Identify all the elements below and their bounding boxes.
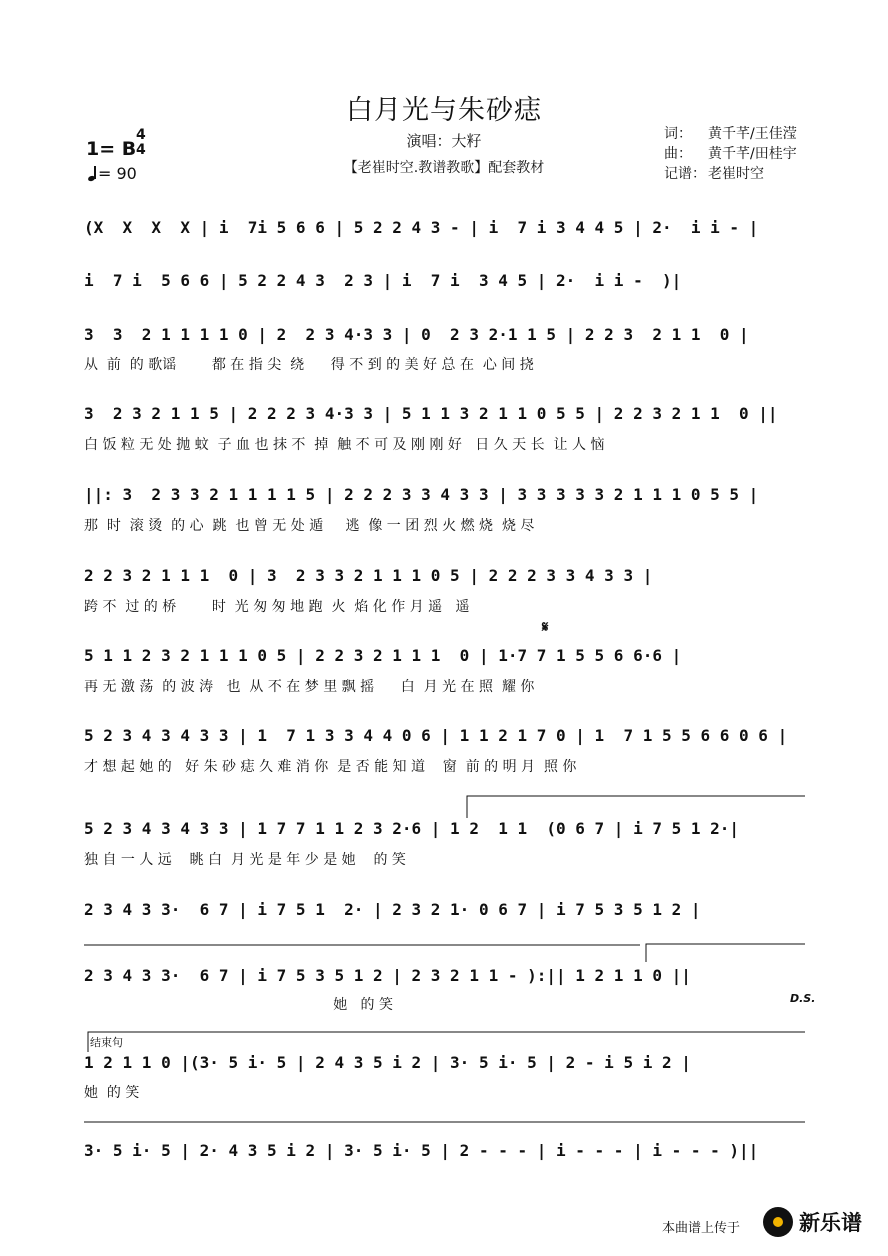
score-line-6: 2 2 3 2 1 1 1 0 | 3 2 3 3 2 1 1 1 0 5 | 2 2 2 3 3 4 3 3 | bbox=[84, 566, 653, 585]
score-line-10: 2 3 4 3 3· 6 7 | i 7 5 1 2· | 2 3 2 1· 0 6 7 | i 7 5 3 5 1 2 | bbox=[84, 900, 701, 919]
coda-bracket bbox=[88, 1032, 805, 1052]
score-line-11: 2 3 4 3 3· 6 7 | i 7 5 3 5 1 2 | 2 3 2 1 1 - ):|| 1 2 1 1 0 || bbox=[84, 966, 691, 985]
lyricist: 黄千芊/王佳滢 bbox=[708, 126, 797, 142]
first-ending-bracket bbox=[467, 796, 805, 818]
lyrics-line-11: 她 的 笑 bbox=[84, 997, 394, 1013]
score-line-9: 5 2 3 4 3 4 3 3 | 1 7 7 1 1 2 3 2·6 | 1 2 1 1 (0 6 7 | i 7 5 1 2·| bbox=[84, 819, 740, 838]
lyrics-line-6: 跨 不 过 的 桥 时 光 匆 匆 地 跑 火 焰 化 作 月 遥 遥 bbox=[84, 599, 470, 615]
score-line-12: 1 2 1 1 0 |(3· 5 i· 5 | 2 4 3 5 i 2 | 3· 5 i· 5 | 2 - i 5 i 2 | bbox=[84, 1053, 691, 1072]
tempo-value: = 90 bbox=[98, 164, 137, 183]
key-signature: 1= B bbox=[86, 138, 137, 160]
lyrics-line-7: 再 无 激 荡 的 波 涛 也 从 不 在 梦 里 飘 摇 白 月 光 在 照 耀 你 bbox=[84, 679, 535, 695]
score-line-5: ||: 3 2 3 3 2 1 1 1 1 5 | 2 2 2 3 3 4 3 3 | 3 3 3 3 3 2 1 1 1 0 5 5 | bbox=[84, 485, 759, 504]
score-line-1: (X X X X | i 7i 5 6 6 | 5 2 2 4 3 - | i 7 i 3 4 4 5 | 2· i i - | bbox=[84, 218, 759, 237]
meter-bottom: 4 bbox=[136, 142, 146, 158]
site-logo[interactable] bbox=[763, 1207, 862, 1237]
teaching-tag: 【老崔时空.教谱教歌】配套教材 bbox=[343, 160, 545, 176]
record-disc-icon bbox=[763, 1207, 793, 1237]
lyrics-line-8: 才 想 起 她 的 好 朱 砂 痣 久 难 消 你 是 否 能 知 道 窗 前 的 明 月 照 你 bbox=[84, 759, 577, 775]
logo-text: 新乐谱 bbox=[799, 1211, 862, 1235]
coda-label: 结束句 bbox=[90, 1036, 123, 1049]
score-line-4: 3 2 3 2 1 1 5 | 2 2 2 3 4·3 3 | 5 1 1 3 2 1 1 0 5 5 | 2 2 3 2 1 1 0 || bbox=[84, 404, 778, 423]
transcriber: 老崔时空 bbox=[708, 166, 764, 182]
lyrics-line-5: 那 时 滚 烫 的 心 跳 也 曾 无 处 遁 逃 像 一 团 烈 火 燃 烧 烧 尽 bbox=[84, 518, 535, 534]
lyrics-line-9: 独 自 一 人 远 眺 白 月 光 是 年 少 是 她 的 笑 bbox=[84, 852, 406, 868]
score-line-13: 3· 5 i· 5 | 2· 4 3 5 i 2 | 3· 5 i· 5 | 2 - - - | i - - - | i - - - )|| bbox=[84, 1141, 759, 1160]
meter-top: 4 bbox=[136, 127, 146, 143]
lyrics-line-12: 她 的 笑 bbox=[84, 1085, 140, 1101]
composer-label: 曲： bbox=[664, 146, 692, 162]
page-title: 白月光与朱砂痣 bbox=[346, 95, 542, 126]
lyrics-line-3: 从 前 的 歌谣 都 在 指 尖 绕 得 不 到 的 美 好 总 在 心 间 挠 bbox=[84, 357, 534, 373]
score-line-8: 5 2 3 4 3 4 3 3 | 1 7 1 3 3 4 4 0 6 | 1 1 2 1 7 0 | 1 7 1 5 5 6 6 0 6 | bbox=[84, 726, 788, 745]
score-line-3: 3 3 2 1 1 1 1 0 | 2 2 3 4·3 3 | 0 2 3 2·1 1 5 | 2 2 3 2 1 1 0 | bbox=[84, 325, 749, 344]
score-line-7: 5 1 1 2 3 2 1 1 1 0 5 | 2 2 3 2 1 1 1 0 | 1·7 7 1 5 5 6 6·6 | bbox=[84, 646, 682, 665]
lyricist-label: 词： bbox=[664, 126, 692, 142]
second-ending-bracket bbox=[646, 944, 805, 962]
upload-note: 本曲谱上传于 bbox=[662, 1221, 741, 1236]
transcriber-label: 记谱： bbox=[664, 166, 706, 182]
score-line-2: i 7 i 5 6 6 | 5 2 2 4 3 2 3 | i 7 i 3 4 5 | 2· i i - )| bbox=[84, 271, 682, 290]
ds-marking: D.S. bbox=[790, 992, 816, 1005]
singer: 演唱：大籽 bbox=[406, 132, 482, 150]
composer: 黄千芊/田桂宇 bbox=[708, 146, 797, 162]
segno-mark: 𝄋 bbox=[542, 618, 549, 636]
lyrics-line-4: 白 饭 粒 无 处 抛 蚊 子 血 也 抹 不 掉 触 不 可 及 刚 刚 好 日 久 天 长 让 人 恼 bbox=[84, 437, 605, 453]
